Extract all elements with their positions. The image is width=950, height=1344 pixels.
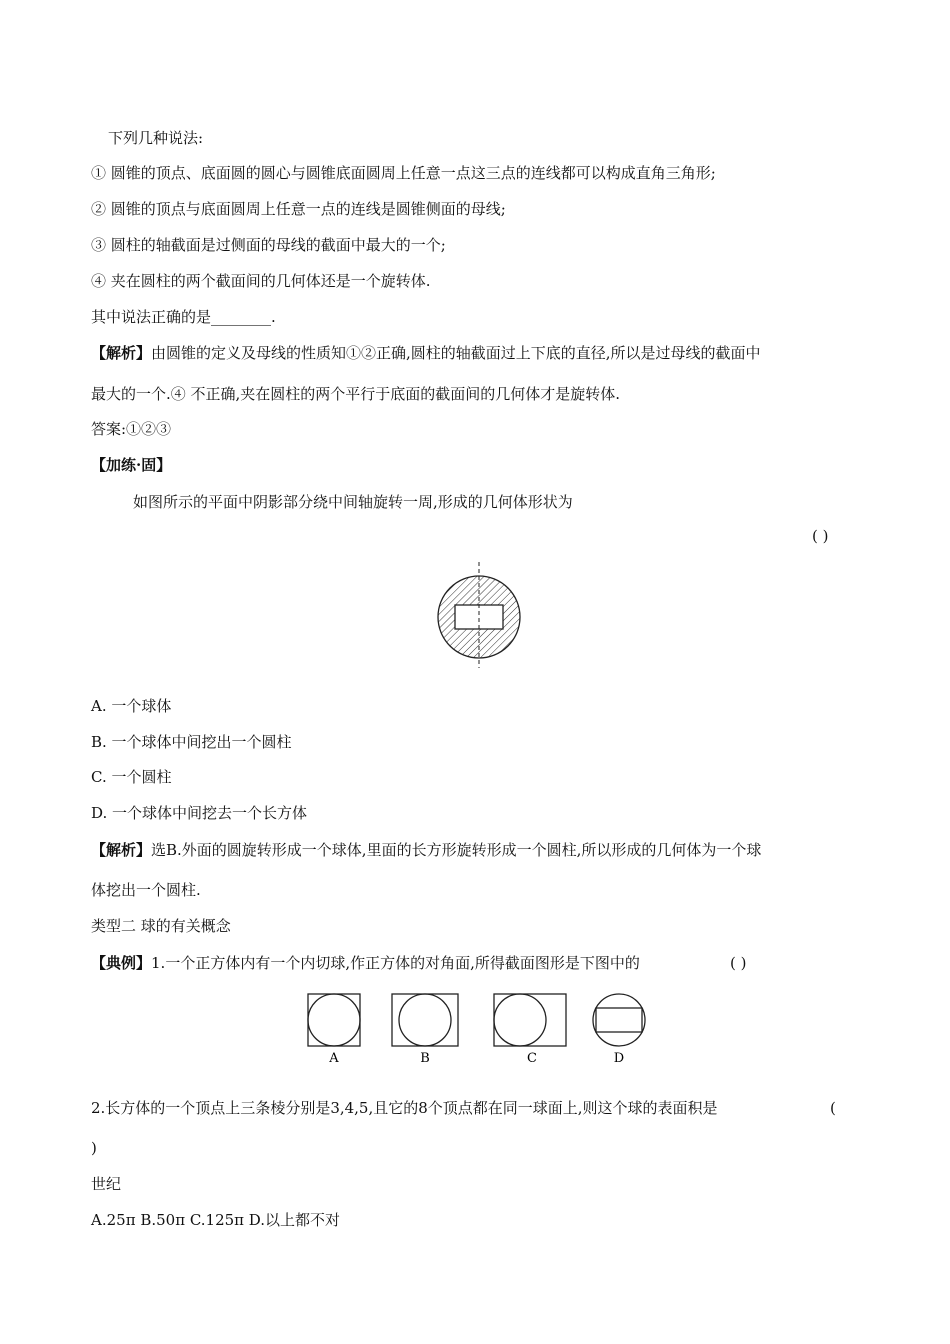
practice-tag: 【加练·固】 [91, 456, 172, 474]
analysis-2-line-1 [91, 840, 761, 860]
example-question-1 [91, 953, 640, 973]
figure-a-label: A [329, 1051, 339, 1066]
intro-line: 下列几种说法: [108, 129, 204, 147]
figure-b-label: B [420, 1051, 430, 1066]
cross-section-figures [0, 988, 950, 1068]
example-q2-paren-open: ( [830, 1099, 836, 1117]
analysis-1-line-2: 最大的一个.④ 不正确,夹在圆柱的两个平行于底面的截面间的几何体才是旋转体. [91, 385, 621, 403]
option-c: C. 一个圆柱 [91, 768, 172, 786]
figure-b-circle [399, 994, 451, 1046]
figure-a-circle [308, 994, 360, 1046]
practice-question: 如图所示的平面中阴影部分绕中间轴旋转一周,形成的几何体形状为 [133, 493, 573, 511]
question-1: 其中说法正确的是________. [91, 308, 276, 326]
example-tag: 【典例】 [91, 954, 152, 972]
stray-text: 世纪 [91, 1175, 122, 1193]
statement-4: ④ 夹在圆柱的两个截面间的几何体还是一个旋转体. [91, 272, 431, 290]
analysis-text: 由圆锥的定义及母线的性质知①②正确,圆柱的轴截面过上下底的直径,所以是过母线的截面中 [151, 344, 761, 362]
statement-3: ③ 圆柱的轴截面是过侧面的母线的截面中最大的一个; [91, 236, 446, 254]
example-q1-text: 1.一个正方体内有一个内切球,作正方体的对角面,所得截面图形是下图中的 [151, 954, 640, 972]
example-question-2: 2.长方体的一个顶点上三条棱分别是3,4,5,且它的8个顶点都在同一球面上,则这个球的表面积是 [91, 1099, 718, 1117]
example-q2-paren-close: ) [91, 1139, 97, 1157]
figure-c-rectangle [494, 994, 566, 1046]
figure-b-rectangle [392, 994, 458, 1046]
rotation-figure [0, 558, 950, 668]
practice-answer-paren: ( ) [812, 527, 829, 545]
type2-heading: 类型二 球的有关概念 [91, 917, 231, 935]
analysis-text: 选B.外面的圆旋转形成一个球体,里面的长方形旋转形成一个圆柱,所以形成的几何体为一个球 [151, 841, 762, 859]
analysis-tag: 【解析】 [91, 344, 152, 362]
analysis-2-line-2: 体挖出一个圆柱. [91, 881, 201, 899]
option-a: A. 一个球体 [91, 697, 172, 715]
figure-d-rectangle [596, 1008, 642, 1032]
option-d: D. 一个球体中间挖去一个长方体 [91, 804, 308, 822]
figure-c-circle [494, 994, 546, 1046]
figure-c-label: C [527, 1051, 537, 1066]
statement-1: ① 圆锥的顶点、底面圆的圆心与圆锥底面圆周上任意一点这三点的连线都可以构成直角三角形; [91, 164, 716, 182]
figure-d-label: D [613, 1051, 625, 1066]
answer-1: 答案:①②③ [91, 420, 172, 438]
analysis-tag: 【解析】 [91, 841, 152, 859]
example-q2-options: A.25π B.50π C.125π D.以上都不对 [91, 1211, 341, 1229]
example-q1-paren: ( ) [730, 954, 747, 972]
statement-2: ② 圆锥的顶点与底面圆周上任意一点的连线是圆锥侧面的母线; [91, 200, 506, 218]
option-b: B. 一个球体中间挖出一个圆柱 [91, 733, 292, 751]
analysis-1-line-1 [91, 343, 761, 363]
figure-d-circle [593, 994, 645, 1046]
